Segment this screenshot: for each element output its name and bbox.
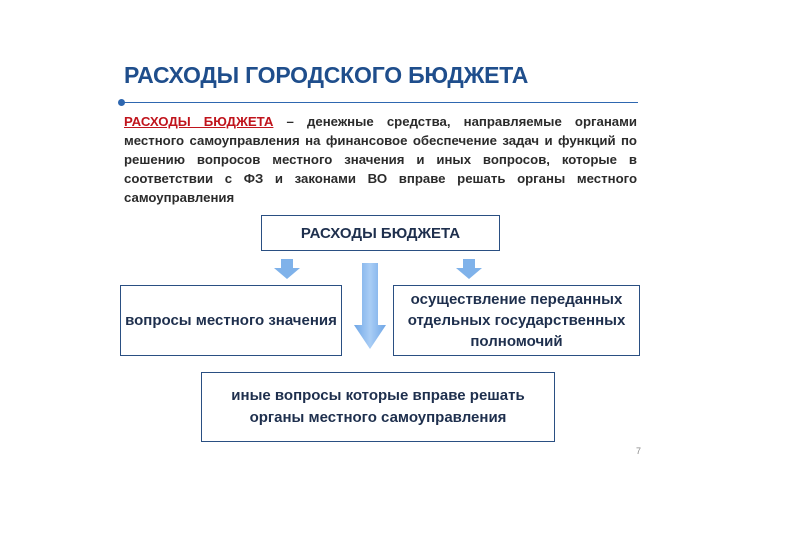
title-rule [122,102,638,103]
root-box-label: РАСХОДЫ БЮДЖЕТА [300,224,461,242]
arrow-right-icon [456,259,482,279]
left-box [120,285,342,356]
definition-text: – денежные средства, направляемые органами местного самоуправления на финансовое обеспечение задач и функций по решению вопросов местного значения и иных вопросов, которые в соответствии с ФЗ и законами ВО вправе решать органы местного самоуправления [124,114,637,205]
arrow-down-icon [354,263,386,349]
slide-title: РАСХОДЫ ГОРОДСКОГО БЮДЖЕТА [124,62,529,88]
root-box [261,215,500,251]
definition-term: РАСХОДЫ БЮДЖЕТА [124,114,274,129]
right-box [393,285,640,356]
right-box-label: осуществление переданных отдельных государственных полномочий [407,291,626,350]
bottom-box-label: иные вопросы которые вправе решать органы местного самоуправления [231,387,525,426]
definition-paragraph [124,112,637,207]
arrow-left-icon [274,259,300,279]
page-number: 7 [636,446,642,456]
bottom-box [201,372,555,442]
left-box-label: вопросы местного значения [125,312,337,329]
